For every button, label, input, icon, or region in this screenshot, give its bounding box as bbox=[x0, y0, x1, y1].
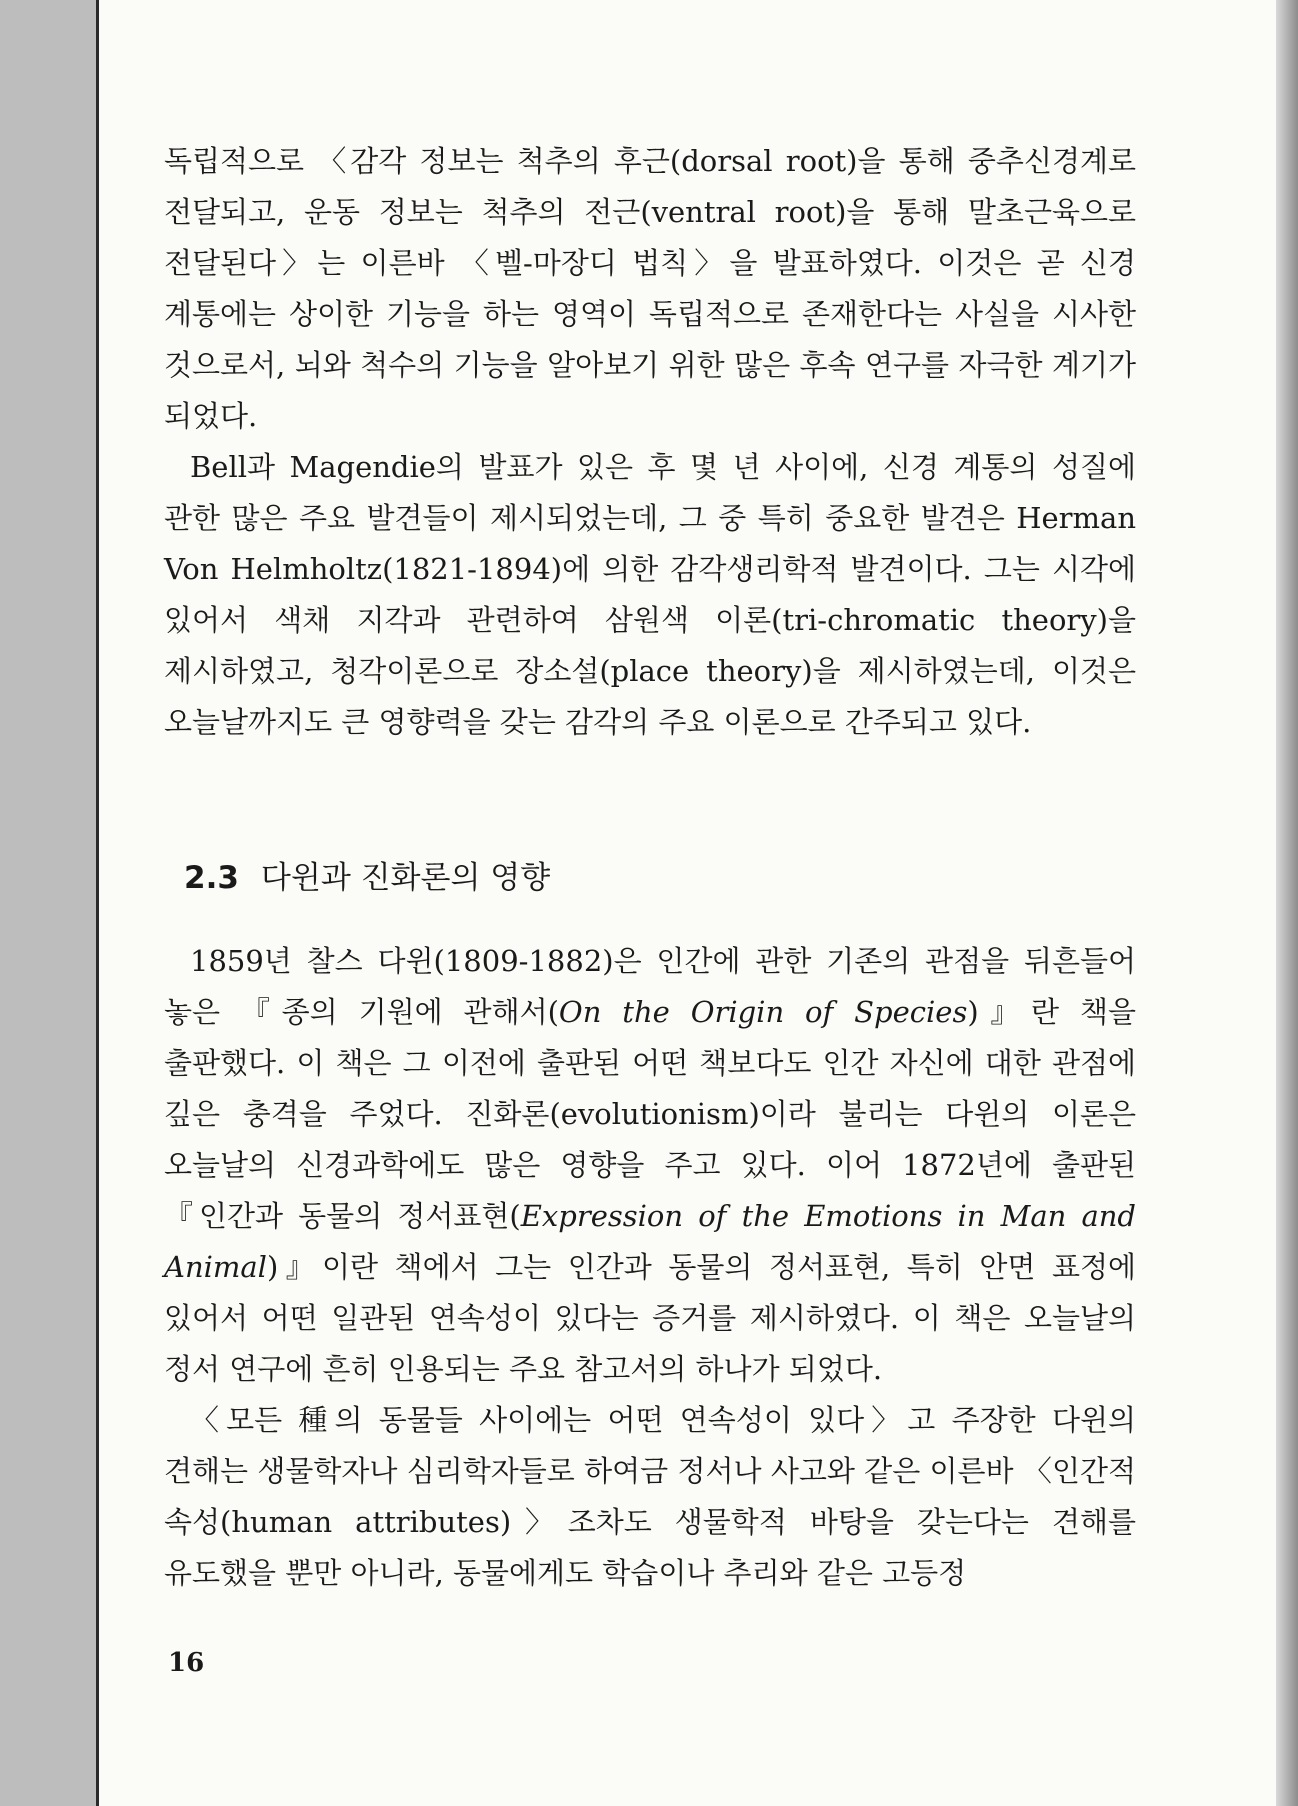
page-number: 16 bbox=[168, 1648, 205, 1678]
book-title-origin-of-species: On the Origin of Species bbox=[558, 995, 968, 1029]
paragraph-helmholtz: Bell과 Magendie의 발표가 있은 후 몇 년 사이에, 신경 계통의 성질에 관한 많은 주요 발견들이 제시되었는데, 그 중 특히 중요한 발견은 Herman Von Helmholtz(1821-1894)에 의한 감각생리학적 발견이다. 그는 시각에 있어서 색채 지각과 관련하여 삼원색 이론(tri-chromatic theory)을 제시하였고, 청각이론으로 장소설(place theory)을 제시하였는데, 이것은 오늘날까지도 큰 영향력을 갖는 감각의 주요 이론으로 간주되고 있다. bbox=[164, 450, 1136, 739]
section-number: 2.3 bbox=[184, 860, 239, 896]
section-title: 다윈과 진화론의 영향 bbox=[260, 860, 551, 896]
darwin-text-part-2: )』란 책을 출판했다. 이 책은 그 이전에 출판된 어떤 책보다도 인간 자신에 대한 관점에 깊은 충격을 주었다. 진화론(evolutionism)이라 불리는 다윈의 이론은 오늘날의 신경과학에도 많은 영향을 주고 있다. 이어 1872년에 출판된 『인간과 동물의 정서표현( bbox=[164, 995, 1137, 1233]
paragraph-bell-magendie-law: 독립적으로 〈감각 정보는 척추의 후근(dorsal root)을 통해 중추신경계로 전달되고, 운동 정보는 척추의 전근(ventral root)을 통해 말초근육으로 전달된다〉는 이른바 〈벨-마장디 법칙〉을 발표하였다. 이것은 곧 신경 계통에는 상이한 기능을 하는 영역이 독립적으로 존재한다는 사실을 시사한 것으로서, 뇌와 척수의 기능을 알아보기 위한 많은 후속 연구를 자극한 계기가 되었다. bbox=[164, 144, 1136, 433]
scan-right-edge bbox=[1276, 0, 1298, 1806]
paragraph-darwin-books bbox=[164, 936, 1136, 1395]
paragraph-species-continuity: 〈모든 種의 동물들 사이에는 어떤 연속성이 있다〉고 주장한 다윈의 견해는 생물학자나 심리학자들로 하여금 정서나 사고와 같은 이른바 〈인간적 속성(human attributes)〉조차도 생물학적 바탕을 갖는다는 견해를 유도했을 뿐만 아니라, 동물에게도 학습이나 추리와 같은 고등정 bbox=[164, 1403, 1136, 1590]
section-heading bbox=[184, 852, 550, 897]
scan-left-margin bbox=[0, 0, 96, 1806]
body-text-block-2 bbox=[164, 936, 1136, 1599]
darwin-text-part-1: 1859년 찰스 다윈(1809-1882)은 인간에 관한 기존의 관점을 뒤흔들어 놓은 『종의 기원에 관해서( bbox=[164, 944, 1136, 1029]
book-title-expression-of-emotions: Expression of the Emotions in Man and Animal bbox=[164, 1199, 1136, 1284]
body-text-block-1 bbox=[164, 136, 1136, 748]
darwin-text-part-3: )』이란 책에서 그는 인간과 동물의 정서표현, 특히 안면 표정에 있어서 어떤 일관된 연속성이 있다는 증거를 제시하였다. 이 책은 오늘날의 정서 연구에 흔히 인용되는 주요 참고서의 하나가 되었다. bbox=[164, 1250, 1136, 1386]
